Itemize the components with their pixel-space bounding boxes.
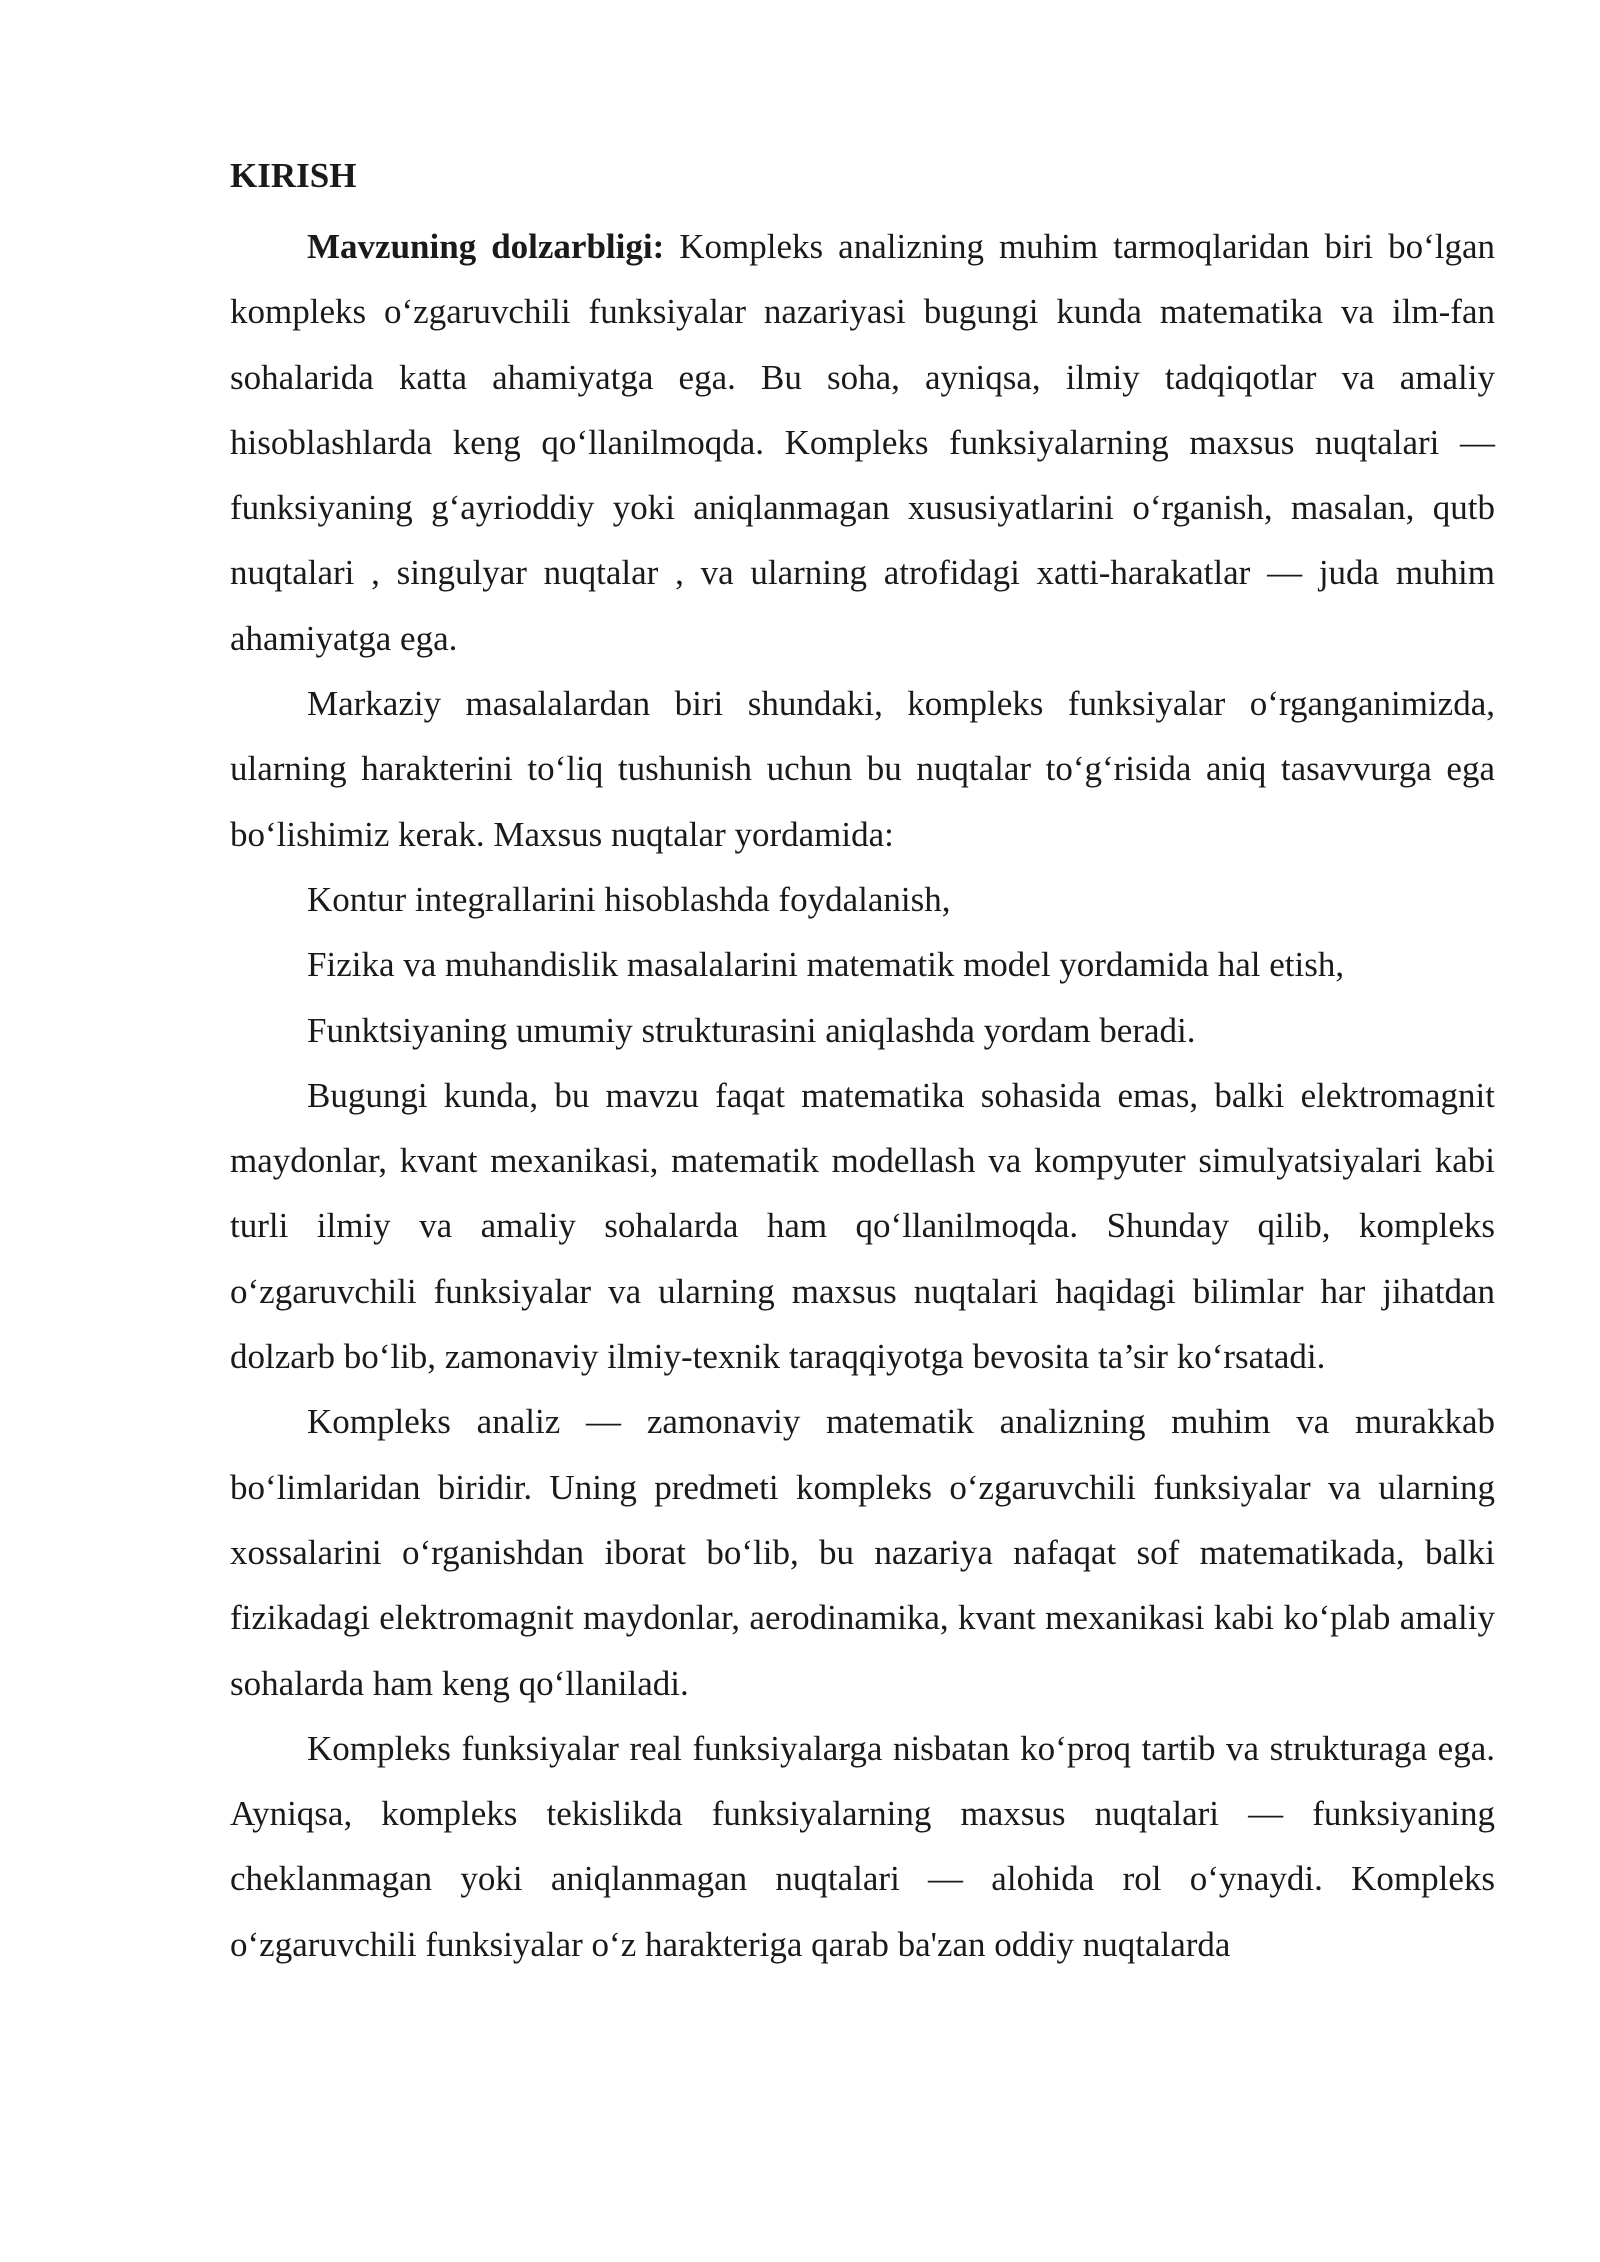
paragraph: Markaziy masalalardan biri shundaki, kompleks funksiyalar o‘rganganimizda, ularning harakterini to‘liq tushunish uchun bu nuqtalar to‘g‘risida aniq tasavvurga ega bo‘lishimiz kerak. Maxsus nuqtalar yordamida: — [230, 684, 1495, 854]
intro-text: Kompleks analizning muhim tarmoqlaridan biri bo‘lgan kompleks o‘zgaruvchili funksiyalar nazariyasi bugungi kunda matematika va ilm-fan sohalarida katta ahamiyatga ega. Bu soha, ayniqsa, ilmiy tadqiqotlar va amaliy hisoblashlarda keng qo‘llanilmoqda. Kompleks funksiyalarning maxsus nuqtalari — funksiyaning g‘ayrioddiy yoki aniqlanmagan xususiyatlarini o‘rganish, masalan, qutb nuqtalari , singulyar nuqtalar , va ularning atrofidagi xatti-harakatlar — juda muhim ahamiyatga ega. — [230, 227, 1495, 658]
page-content — [230, 150, 1495, 1977]
list-item: Kontur integrallarini hisoblashda foydalanish, — [307, 879, 951, 919]
intro-paragraph — [230, 214, 1495, 671]
paragraph: Kompleks funksiyalar real funksiyalarga nisbatan ko‘proq tartib va strukturaga ega. Ayniqsa, kompleks tekislikda funksiyalarning maxsus nuqtalari — funksiyaning cheklanmagan yoki aniqlanmagan nuqtalari — alohida rol o‘ynaydi. Kompleks o‘zgaruvchili funksiyalar o‘z harakteriga qarab ba'zan oddiy nuqtalarda — [230, 1728, 1495, 1964]
list-item: Funktsiyaning umumiy strukturasini aniqlashda yordam beradi. — [307, 1010, 1196, 1050]
paragraph: Kompleks analiz — zamonaviy matematik analizning muhim va murakkab bo‘limlaridan biridir. Uning predmeti kompleks o‘zgaruvchili funksiyalar va ularning xossalarini o‘rganishdan iborat bo‘lib, bu nazariya nafaqat sof matematikada, balki fizikadagi elektromagnit maydonlar, aerodinamika, kvant mexanikasi kabi ko‘plab amaliy sohalarda ham keng qo‘llaniladi. — [230, 1402, 1495, 1703]
section-heading: KIRISH — [230, 156, 357, 195]
intro-lead: Mavzuning dolzarbligi: — [307, 227, 665, 266]
paragraph: Bugungi kunda, bu mavzu faqat matematika sohasida emas, balki elektromagnit maydonlar, kvant mexanikasi, matematik modellash va kompyuter simulyatsiyalari kabi turli ilmiy va amaliy sohalarda ham qo‘llanilmoqda. Shunday qilib, kompleks o‘zgaruvchili funksiyalar va ularning maxsus nuqtalari haqidagi bilimlar har jihatdan dolzarb bo‘lib, zamonaviy ilmiy-texnik taraqqiyotga bevosita ta’sir ko‘rsatadi. — [230, 1075, 1495, 1377]
list-item: Fizika va muhandislik masalalarini matematik model yordamida hal etish, — [307, 945, 1345, 985]
